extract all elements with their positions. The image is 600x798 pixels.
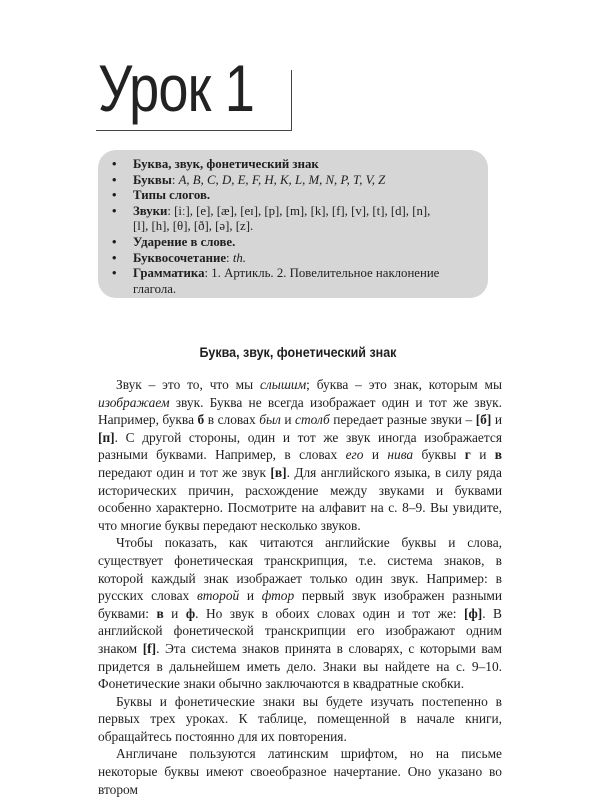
- summary-item: [98, 266, 488, 297]
- text-run: передает разные звуки –: [329, 412, 476, 428]
- bold-sound: [б]: [475, 412, 492, 428]
- text-run: . С другой стороны, один и тот же звук иногда изображается разными буквами. Например, в словах: [98, 429, 502, 463]
- title-divider-horizontal: [96, 130, 292, 131]
- summary-item-sep: :: [204, 266, 212, 281]
- bullet: •: [112, 250, 117, 265]
- summary-item-sep: :: [171, 172, 179, 187]
- bold-letter: в: [156, 605, 164, 621]
- text-run: . Для английского языка, в силу ряда исторических причин, расхождение между звуками и буквами особенно характерно. Посмотрите на алфавит на с. 8–9. Вы увидите, что многие буквы передают несколько звуков.: [98, 464, 502, 533]
- bullet: •: [112, 157, 117, 171]
- text-run: . В английской фонетической транскрипции его изображают одним знаком: [98, 605, 502, 656]
- text-run: . Но звук в обоих словах один и тот же:: [195, 605, 465, 621]
- summary-item: [98, 188, 488, 204]
- italic-word: его: [345, 447, 364, 463]
- summary-item-value: A, B, C, D, E, F, H, K, L, M, N, P, T, V, Z: [178, 172, 386, 187]
- summary-item: [98, 204, 488, 235]
- bold-sound: [f]: [142, 640, 157, 656]
- text-run: Звук – это то, что мы: [116, 377, 260, 392]
- bullet: •: [112, 234, 117, 249]
- section-heading: Буква, звук, фонетический знак: [199, 345, 397, 360]
- text-run: звук. Буква не всегда изображает один и тот же звук. Например, буква: [98, 394, 502, 428]
- bullet: •: [112, 172, 117, 187]
- paragraph: [98, 376, 502, 534]
- summary-item-value: th.: [232, 250, 246, 265]
- text-run: и: [363, 447, 388, 463]
- title-divider-vertical: [291, 70, 292, 130]
- bullet: •: [112, 266, 117, 281]
- bullet: •: [112, 188, 117, 203]
- text-run: первый звук изображен разными буквами:: [98, 588, 502, 621]
- summary-item-label: Звуки: [133, 203, 168, 218]
- italic-word: был: [259, 412, 281, 428]
- summary-item-sep: :: [167, 203, 175, 218]
- bold-sound: [в]: [270, 464, 287, 480]
- text-run: и: [239, 588, 262, 604]
- text-run: . Эта система знаков принята в словарях, с которыми вам придется в дальнейшем иметь дело. Знаки вы найдете на с. 9–10. Фонетические знаки обычно заключаются в квадратные скобки.: [98, 640, 502, 692]
- paragraph: [98, 534, 502, 692]
- bullet: •: [112, 203, 117, 218]
- paragraph: Англичане пользуются латинским шрифтом, но на письме некоторые буквы имеют своеобразное начертание. Оно указано во втором: [98, 746, 502, 797]
- text-run: ; буква – это знак, которым мы: [306, 377, 502, 392]
- summary-item-label: Буква, звук, фонетический знак: [133, 157, 319, 171]
- summary-item-value: 1. Артикль. 2. Повелительное наклонение глагола.: [133, 266, 440, 296]
- summary-item: [98, 173, 488, 189]
- lesson-summary-box: [98, 150, 488, 298]
- summary-item-sep: :: [226, 250, 233, 265]
- text-run: и: [470, 447, 495, 463]
- summary-list: [98, 150, 488, 297]
- summary-item-label: Ударение в слове.: [133, 234, 236, 249]
- text-run: и: [491, 412, 502, 428]
- summary-item-value: [iː], [e], [æ], [eɪ], [p], [m], [k], [f], [v], [t], [d], [n], [l], [h], [θ], [ð], [ə], [z].: [133, 203, 431, 234]
- italic-word: столб: [295, 412, 330, 428]
- lesson-title: Урок 1: [98, 51, 255, 125]
- summary-item-label: Грамматика: [133, 266, 205, 281]
- bold-letter: ф: [185, 605, 196, 621]
- summary-item-label: Буквосочетание: [133, 250, 227, 265]
- text-run: передают один и тот же звук: [98, 464, 271, 480]
- bold-sound: [ф]: [464, 605, 483, 621]
- body-text: [98, 376, 502, 798]
- italic-word: нива: [387, 447, 414, 463]
- text-run: Чтобы показать, как читаются английские буквы и слова, существует фонетическая транскрипция, т.е. система знаков, в которой каждый знак изображает только один звук. Например: в русских словах: [98, 535, 502, 604]
- summary-item: [98, 235, 488, 251]
- summary-item-label: Буквы: [133, 172, 172, 187]
- bold-letter: б: [197, 412, 205, 428]
- italic-word: второй: [196, 588, 240, 604]
- text-run: и: [163, 605, 186, 621]
- bold-letter: г: [464, 447, 471, 463]
- italic-word: фтор: [261, 588, 295, 604]
- text-run: и: [280, 412, 296, 428]
- summary-item-label: Типы слогов.: [133, 188, 211, 203]
- summary-item: [98, 157, 488, 173]
- bold-letter: в: [494, 447, 502, 463]
- bold-sound: [п]: [98, 429, 115, 445]
- italic-word: слышим: [259, 377, 307, 392]
- text-run: в словах: [204, 412, 260, 428]
- italic-word: изображаем: [98, 394, 170, 410]
- summary-item: [98, 251, 488, 267]
- text-run: буквы: [413, 447, 465, 463]
- paragraph: Буквы и фонетические знаки вы будете изучать постепенно в первых трех уроках. К таблице, помещенной в начале книги, обращайтесь постоянно для их повторения.: [98, 693, 502, 744]
